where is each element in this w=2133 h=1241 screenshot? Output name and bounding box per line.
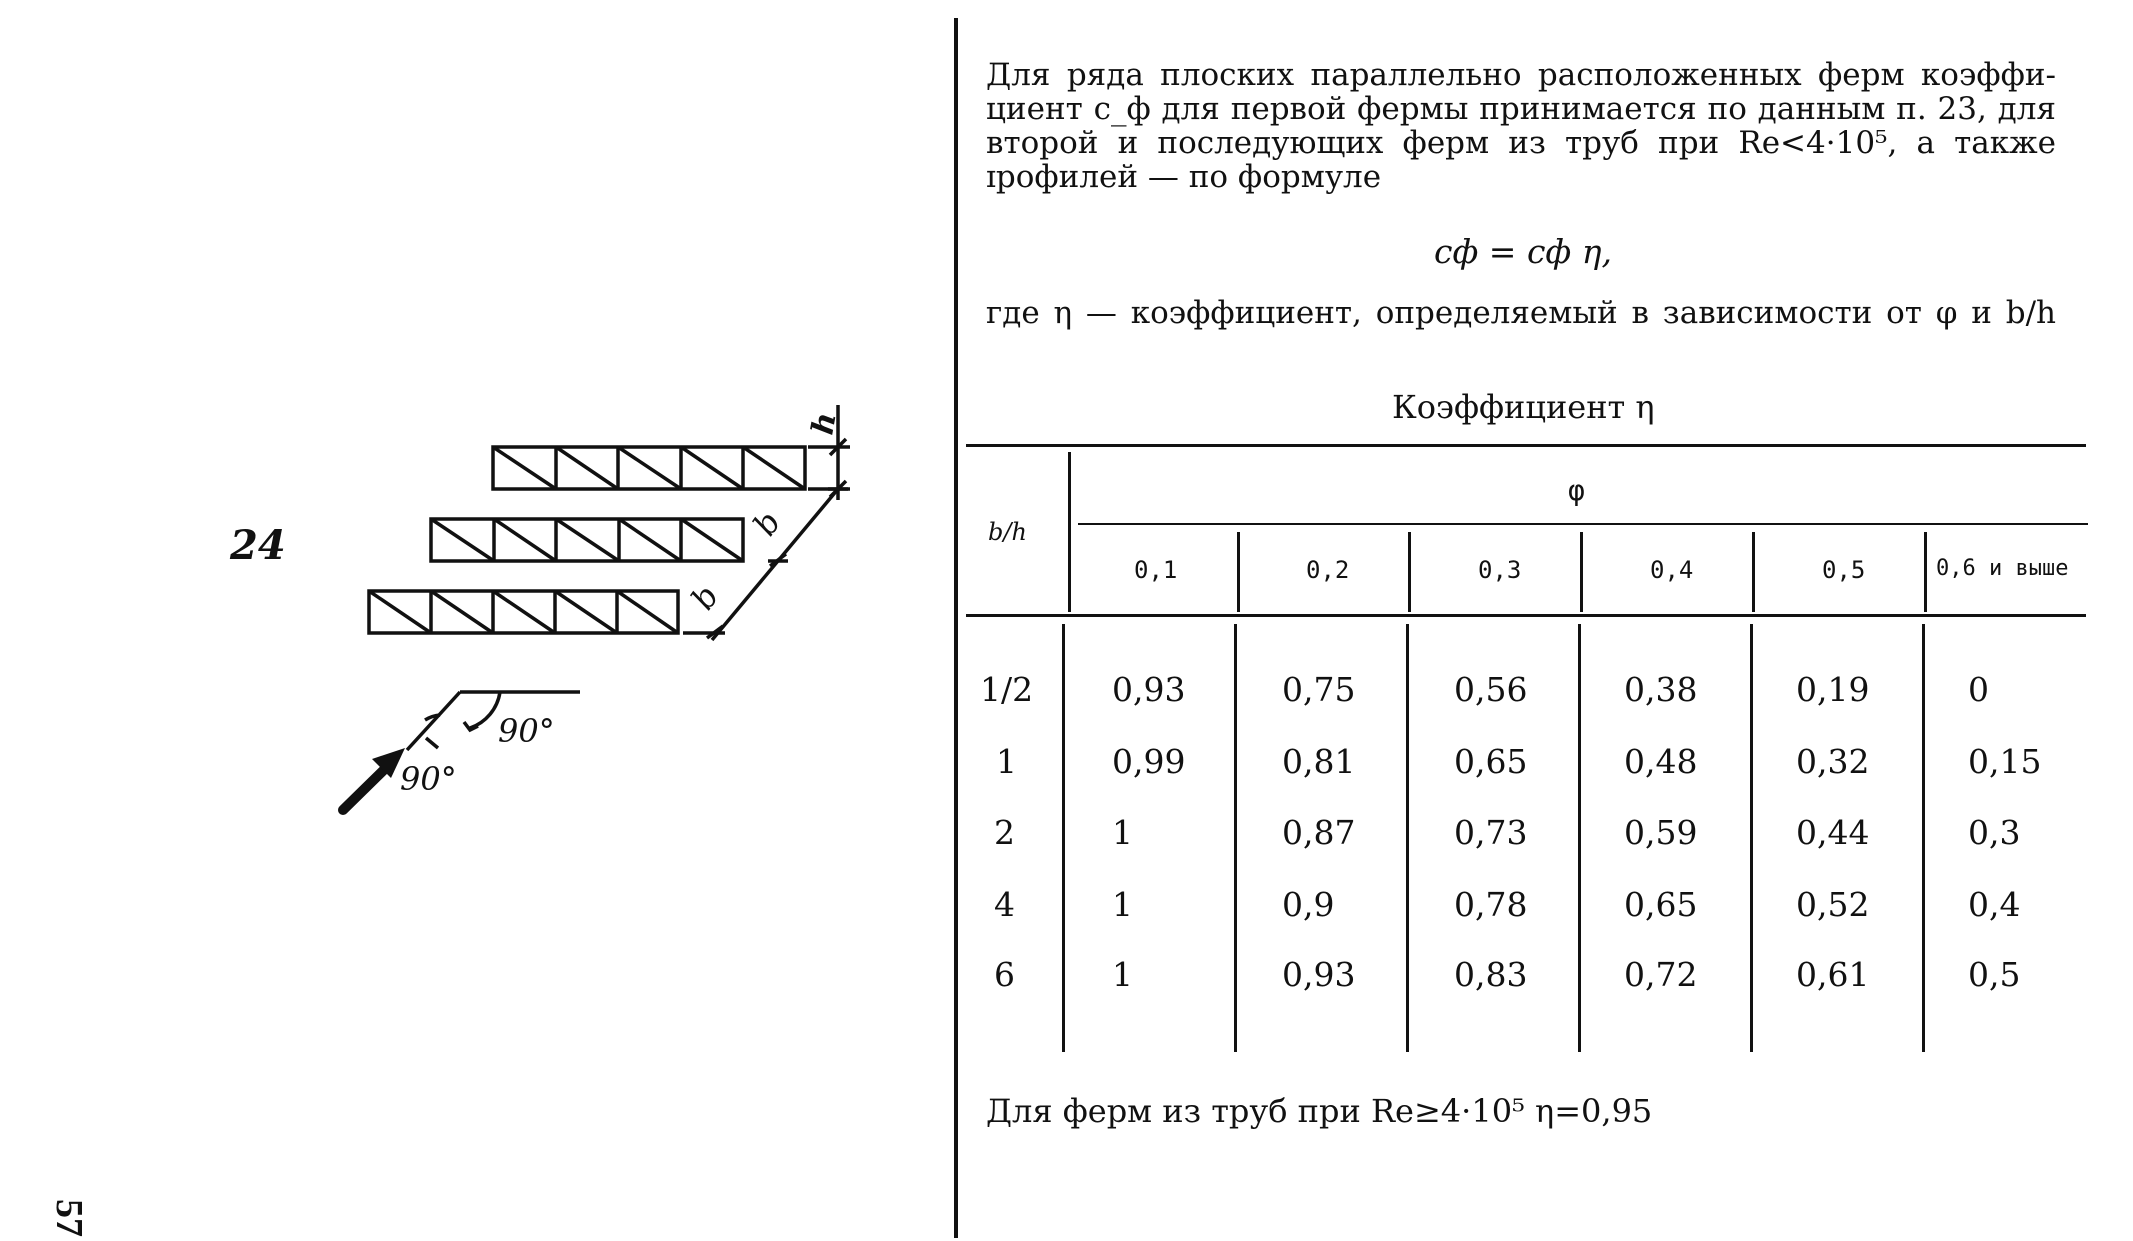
row-4-c4: 0,65 <box>1624 885 1698 924</box>
paragraph-line-4: ɪрофилей — по формуле <box>986 159 1382 195</box>
row-3-c5: 0,44 <box>1796 813 1870 852</box>
label-angle-1: 90° <box>498 712 555 750</box>
page-number: 57 <box>48 1199 90 1237</box>
row-1-c2: 0,75 <box>1282 670 1356 709</box>
row-4-c5: 0,52 <box>1796 885 1870 924</box>
truss-diagram <box>0 0 960 1241</box>
label-h: h <box>805 409 844 438</box>
row-3-bh: 2 <box>994 813 1015 852</box>
row-number: 24 <box>230 522 286 569</box>
row-2-c5: 0,32 <box>1796 742 1870 781</box>
row-4-c2: 0,9 <box>1282 885 1335 924</box>
row-5-c3: 0,83 <box>1454 955 1528 994</box>
header-vline-0 <box>1068 452 1071 612</box>
row-5-c1: 1 <box>1112 955 1133 994</box>
header-vline-4 <box>1752 532 1755 612</box>
row-1-c4: 0,38 <box>1624 670 1698 709</box>
col-header-4: 0,4 <box>1650 556 1694 584</box>
paragraph-line-2: циент c_ф для первой фермы принимается по данным п. 23, для <box>986 91 2056 127</box>
row-1-c1: 0,93 <box>1112 670 1186 709</box>
row-2-c6: 0,15 <box>1968 742 2042 781</box>
row-1-c6: 0 <box>1968 670 1989 709</box>
table-top-rule <box>966 444 2086 447</box>
body-vline-5 <box>1922 624 1925 1052</box>
truss-2 <box>431 519 743 561</box>
header-vline-3 <box>1580 532 1583 612</box>
header-vline-2 <box>1408 532 1411 612</box>
phi-header: φ <box>1568 474 1585 507</box>
formula: cф = cф η, <box>1434 232 1613 271</box>
row-1-bh: 1/2 <box>980 670 1034 709</box>
body-vline-2 <box>1406 624 1409 1052</box>
header-bottom-rule <box>966 614 2086 617</box>
row-3-c3: 0,73 <box>1454 813 1528 852</box>
col-header-1: 0,1 <box>1134 556 1178 584</box>
body-vline-0 <box>1062 624 1065 1052</box>
row-4-c3: 0,78 <box>1454 885 1528 924</box>
row-3-c1: 1 <box>1112 813 1133 852</box>
row-3-c4: 0,59 <box>1624 813 1698 852</box>
col-header-3: 0,3 <box>1478 556 1522 584</box>
row-2-c1: 0,99 <box>1112 742 1186 781</box>
label-b-lower: b <box>683 578 727 617</box>
table-title: Коэффициент η <box>1392 388 1655 426</box>
body-vline-3 <box>1578 624 1581 1052</box>
paragraph-line-3: второй и последующих ферм из труб при Re<4·10⁵, а также <box>986 125 2056 161</box>
row-2-c3: 0,65 <box>1454 742 1528 781</box>
paragraph <box>986 58 2056 194</box>
where-text: где η — коэффициент, определяемый в зависимости от φ и b/h <box>986 295 2056 331</box>
phi-underline <box>1078 523 2088 525</box>
row-4-c6: 0,4 <box>1968 885 2021 924</box>
col-header-2: 0,2 <box>1306 556 1350 584</box>
label-b-upper: b <box>745 504 789 543</box>
body-vline-1 <box>1234 624 1237 1052</box>
paragraph-line-1: Для ряда плоских параллельно расположенных ферм коэффи- <box>986 57 2056 93</box>
row-5-c4: 0,72 <box>1624 955 1698 994</box>
row-4-bh: 4 <box>994 885 1015 924</box>
row-2-bh: 1 <box>996 742 1017 781</box>
row-1-c3: 0,56 <box>1454 670 1528 709</box>
col-header-6: 0,6 и выше <box>1936 556 2069 581</box>
row-2-c2: 0,81 <box>1282 742 1356 781</box>
header-vline-5 <box>1924 532 1927 612</box>
where-line <box>986 296 2056 330</box>
wind-arrow-icon <box>343 748 405 810</box>
row-5-c5: 0,61 <box>1796 955 1870 994</box>
column-divider <box>954 18 958 1238</box>
row-1-c5: 0,19 <box>1796 670 1870 709</box>
row-5-bh: 6 <box>994 955 1015 994</box>
footer-note: Для ферм из труб при Re≥4·10⁵ η=0,95 <box>986 1092 1653 1130</box>
header-vline-1 <box>1237 532 1240 612</box>
body-vline-4 <box>1750 624 1753 1052</box>
label-angle-2: 90° <box>400 760 457 798</box>
col-header-5: 0,5 <box>1822 556 1866 584</box>
row-3-c2: 0,87 <box>1282 813 1356 852</box>
row-2-c4: 0,48 <box>1624 742 1698 781</box>
row-3-c6: 0,3 <box>1968 813 2021 852</box>
row-4-c1: 1 <box>1112 885 1133 924</box>
row-5-c6: 0,5 <box>1968 955 2021 994</box>
row-5-c2: 0,93 <box>1282 955 1356 994</box>
truss-3 <box>369 591 678 633</box>
truss-1 <box>493 447 805 489</box>
row-header: b/h <box>988 518 1027 546</box>
